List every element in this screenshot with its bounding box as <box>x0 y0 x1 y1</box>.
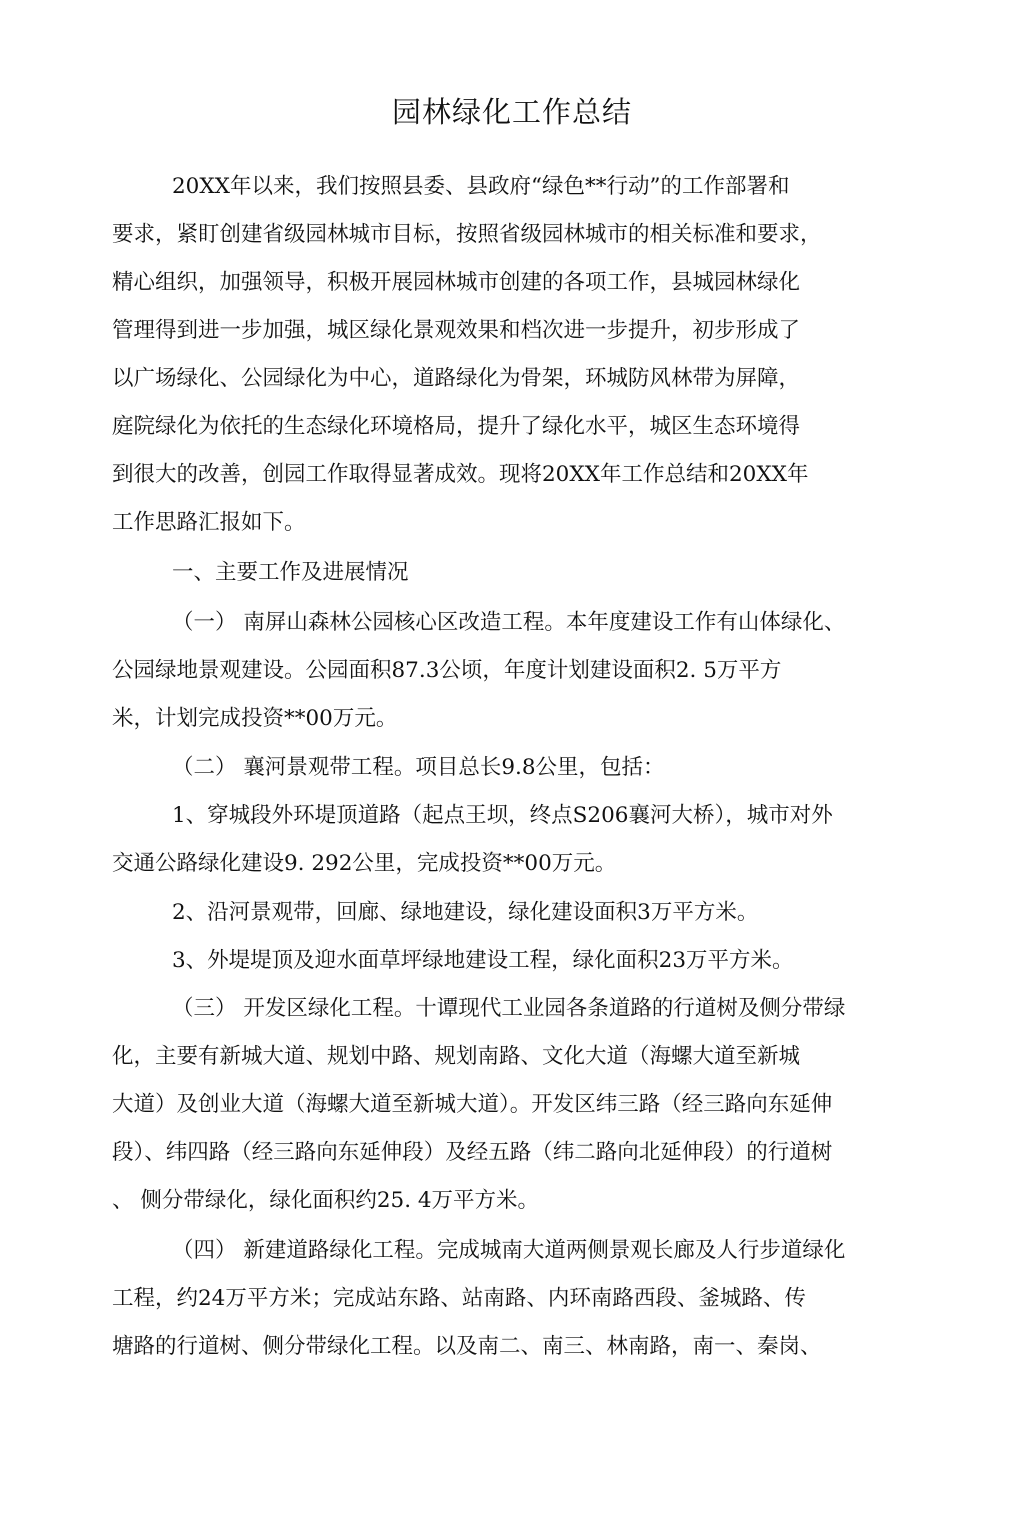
paragraph-line: 工作思路汇报如下。 <box>112 510 306 535</box>
paragraph-line: 3、外堤堤顶及迎水面草坪绿地建设工程，绿化面积23万平方米。 <box>172 948 794 973</box>
paragraph-line: 塘路的行道树、侧分带绿化工程。以及南二、南三、林南路，南一、秦岗、 <box>112 1334 822 1359</box>
paragraph-line: 要求，紧盯创建省级园林城市目标，按照省级园林城市的相关标准和要求， <box>112 222 822 247</box>
paragraph-line: 大道）及创业大道（海螺大道至新城大道）。开发区纬三路（经三路向东延伸 <box>112 1092 833 1117</box>
paragraph-line: 精心组织，加强领导，积极开展园林城市创建的各项工作，县城园林绿化 <box>112 270 801 295</box>
paragraph-line: 1、穿城段外环堤顶道路（起点王坝，终点S206襄河大桥），城市对外 <box>172 803 833 828</box>
paragraph-line: 公园绿地景观建设。公园面积87.3公顷，年度计划建设面积2. 5万平方 <box>112 658 782 683</box>
paragraph-line: 2、沿河景观带，回廊、绿地建设，绿化建设面积3万平方米。 <box>172 900 759 925</box>
paragraph-line: 交通公路绿化建设9. 292公里，完成投资**00万元。 <box>112 851 617 876</box>
paragraph-line: 段）、纬四路（经三路向东延伸段）及经五路（纬二路向北延伸段）的行道树 <box>112 1140 833 1165</box>
paragraph-line: 米，计划完成投资**00万元。 <box>112 706 398 731</box>
paragraph-line: （三） 开发区绿化工程。十谭现代工业园各条道路的行道树及侧分带绿 <box>172 996 846 1021</box>
paragraph-line: （四） 新建道路绿化工程。完成城南大道两侧景观长廊及人行步道绿化 <box>172 1238 846 1263</box>
paragraph-line: 庭院绿化为依托的生态绿化环境格局，提升了绿化水平，城区生态环境得 <box>112 414 801 439</box>
paragraph-line: 化，主要有新城大道、规划中路、规划南路、文化大道（海螺大道至新城 <box>112 1044 801 1069</box>
paragraph-line: 到很大的改善，创园工作取得显著成效。现将20XX年工作总结和20XX年 <box>112 462 809 487</box>
document-title: 园林绿化工作总结 <box>391 95 632 129</box>
section-heading: 一、主要工作及进展情况 <box>172 560 409 585</box>
paragraph-line: （一） 南屏山森林公园核心区改造工程。本年度建设工作有山体绿化、 <box>172 610 846 635</box>
paragraph-line: 20XX年以来，我们按照县委、县政府“绿色**行动”的工作部署和 <box>172 174 790 199</box>
paragraph-line: 、 侧分带绿化，绿化面积约25. 4万平方米。 <box>112 1188 540 1213</box>
paragraph-line: （二） 襄河景观带工程。项目总长9.8公里，包括： <box>172 755 665 780</box>
paragraph-line: 管理得到进一步加强，城区绿化景观效果和档次进一步提升，初步形成了 <box>112 318 801 343</box>
paragraph-line: 以广场绿化、公园绿化为中心，道路绿化为骨架，环城防风林带为屏障， <box>112 366 801 391</box>
paragraph-line: 工程，约24万平方米；完成站东路、站南路、内环南路西段、釜城路、传 <box>112 1286 806 1311</box>
